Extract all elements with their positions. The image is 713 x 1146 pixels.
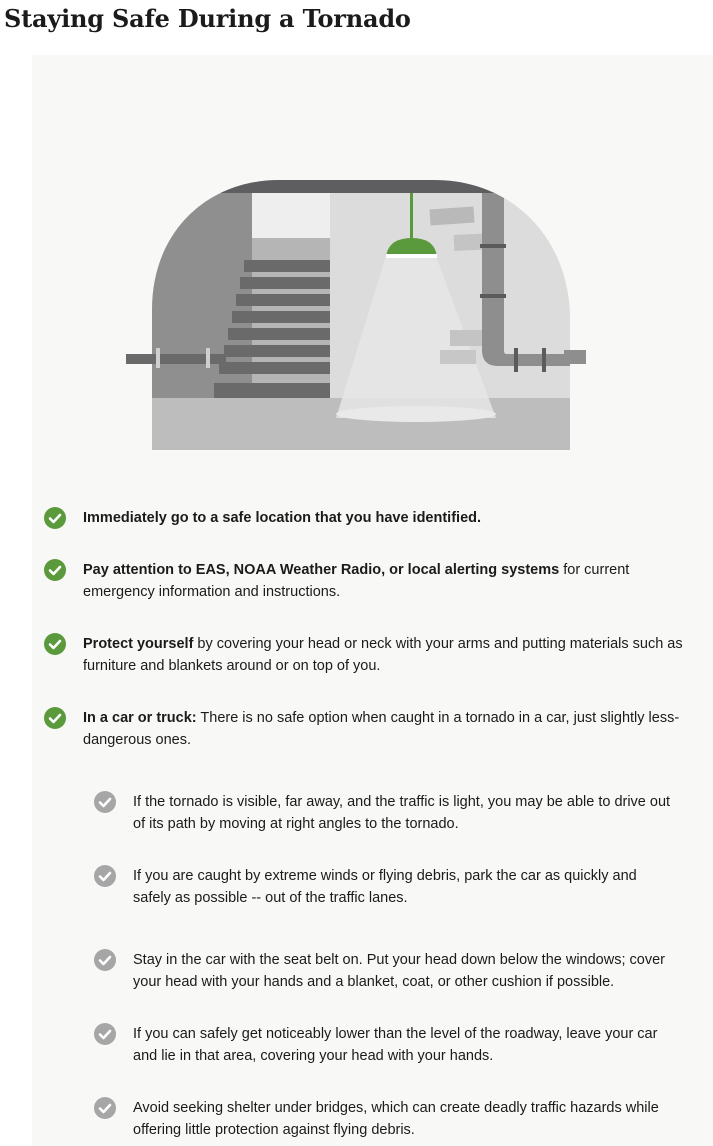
green-check-icon	[44, 559, 66, 581]
gray-check-icon	[94, 1023, 116, 1045]
green-check-icon	[44, 633, 66, 655]
sub-item-text: If you can safely get noticeably lower than the level of the roadway, leave your car and lie in that area, covering your head with your hands.	[133, 1026, 658, 1064]
gray-check-icon	[94, 791, 116, 813]
gray-check-icon	[94, 949, 116, 971]
green-check-icon	[44, 507, 66, 529]
item-text: for current emergency information and instructions.	[83, 562, 630, 600]
item-text: by covering your head or neck with your arms and putting materials such as furniture and blankets around or on top of you.	[83, 636, 683, 674]
sub-item-text: Avoid seeking shelter under bridges, which can create deadly traffic hazards while offering little protection against flying debris.	[133, 1100, 659, 1138]
page-title: Staying Safe During a Tornado	[4, 4, 411, 33]
item-bold-text: In a car or truck:	[83, 710, 197, 726]
item-bold-text: Protect yourself	[83, 636, 194, 652]
sub-item-text: Stay in the car with the seat belt on. Put your head down below the windows; cover your head with your hands and a blanket, coat, or other cushion if possible.	[133, 952, 665, 990]
gray-check-icon	[94, 865, 116, 887]
sub-item-text: If you are caught by extreme winds or flying debris, park the car as quickly and safely as possible -- out of the traffic lanes.	[133, 868, 637, 906]
item-bold-text: Pay attention to EAS, NOAA Weather Radio, or local alerting systems	[83, 562, 560, 578]
basement-shelter-illustration	[124, 140, 588, 450]
sub-item-text: If the tornado is visible, far away, and the traffic is light, you may be able to drive out of its path by moving at right angles to the tornado.	[133, 794, 671, 832]
gray-check-icon	[94, 1097, 116, 1119]
green-check-icon	[44, 707, 66, 729]
item-bold-text: Immediately go to a safe location that you have identified.	[83, 510, 482, 526]
item-text: There is no safe option when caught in a tornado in a car, just slightly less-dangerous ones.	[83, 710, 680, 748]
